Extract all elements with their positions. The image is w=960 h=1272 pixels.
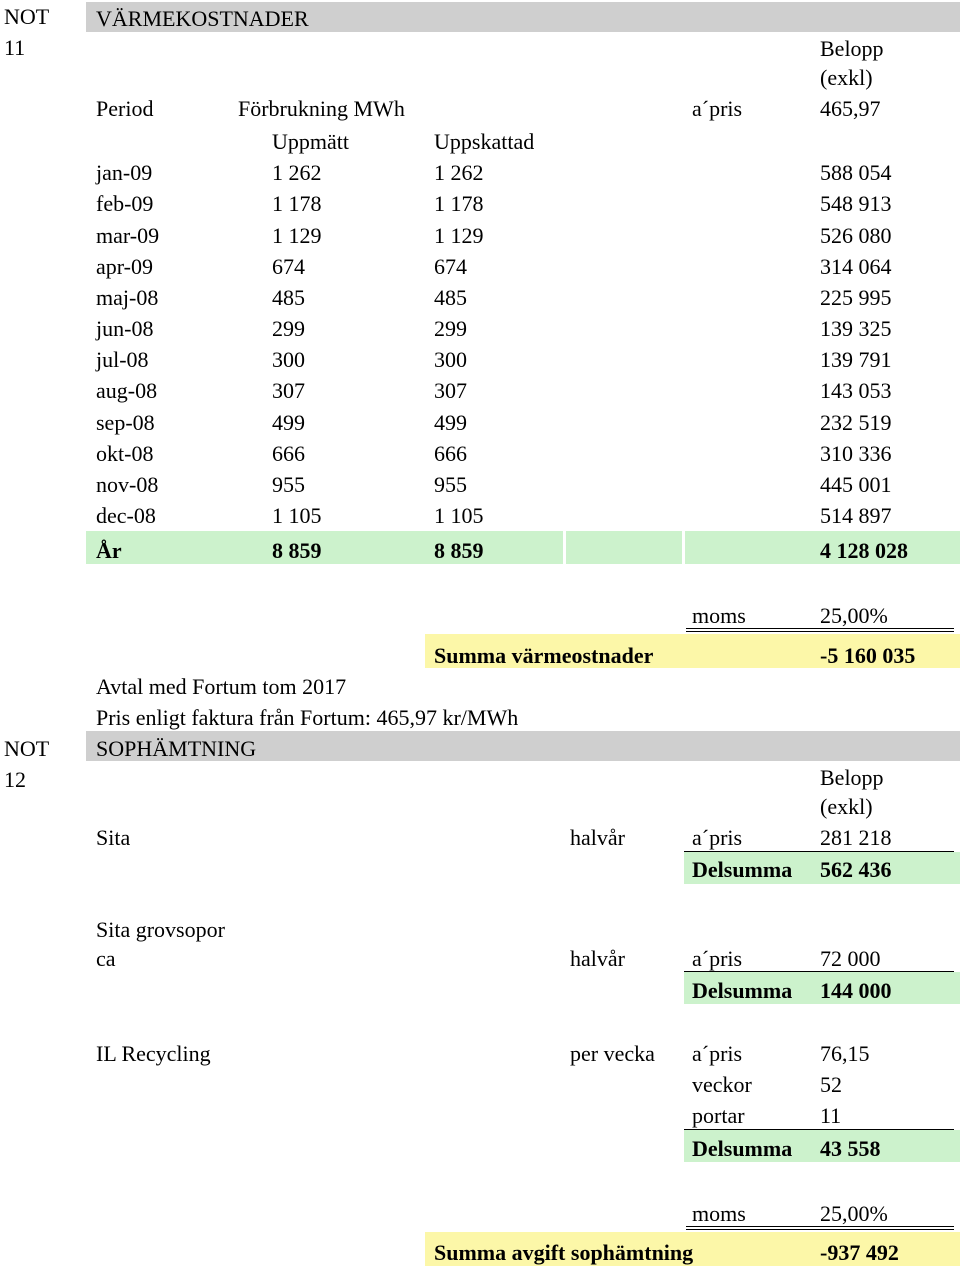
row-belopp: 526 080 bbox=[820, 223, 892, 248]
row-belopp: 139 791 bbox=[820, 347, 892, 372]
not11-belopp-header: Belopp bbox=[820, 36, 884, 61]
summa-sophamtning-label: Summa avgift sophämtning bbox=[434, 1240, 694, 1265]
row-belopp: 139 325 bbox=[820, 316, 892, 341]
ilrecycling-delsumma-label: Delsumma bbox=[692, 1136, 793, 1161]
grovsopor-period: halvår bbox=[570, 946, 625, 971]
grovsopor-delsumma-label: Delsumma bbox=[692, 978, 793, 1003]
row-uppmatt: 666 bbox=[272, 441, 305, 466]
moms-double-underline bbox=[686, 628, 954, 632]
row-period: apr-09 bbox=[96, 254, 153, 279]
forbrukning-header: Förbrukning MWh bbox=[238, 96, 405, 121]
grovsopor-delsumma-value: 144 000 bbox=[820, 978, 892, 1003]
total-row-divider bbox=[563, 531, 566, 564]
row-belopp: 314 064 bbox=[820, 254, 892, 279]
veckor-label: veckor bbox=[692, 1072, 752, 1097]
total-label: År bbox=[96, 538, 122, 563]
row-period: jul-08 bbox=[96, 347, 149, 372]
row-period: sep-08 bbox=[96, 410, 155, 435]
not11-title: VÄRMEKOSTNADER bbox=[96, 6, 309, 31]
row-period: dec-08 bbox=[96, 503, 156, 528]
apris-value: 465,97 bbox=[820, 96, 881, 121]
row-period: maj-08 bbox=[96, 285, 159, 310]
avtal-note: Avtal med Fortum tom 2017 bbox=[96, 674, 347, 699]
total-belopp: 4 128 028 bbox=[820, 538, 908, 563]
portar-label: portar bbox=[692, 1103, 745, 1128]
row-period: nov-08 bbox=[96, 472, 159, 497]
row-uppmatt: 485 bbox=[272, 285, 305, 310]
row-belopp: 143 053 bbox=[820, 378, 892, 403]
row-uppmatt: 955 bbox=[272, 472, 305, 497]
veckor-value: 52 bbox=[820, 1072, 842, 1097]
row-uppmatt: 1 129 bbox=[272, 223, 322, 248]
not11-label: NOT bbox=[4, 4, 50, 29]
not12-number: 12 bbox=[4, 767, 26, 792]
row-uppskattad: 674 bbox=[434, 254, 467, 279]
row-period: jun-08 bbox=[96, 316, 154, 341]
row-uppmatt: 1 178 bbox=[272, 191, 322, 216]
row-belopp: 514 897 bbox=[820, 503, 892, 528]
not11-exkl-header: (exkl) bbox=[820, 65, 873, 90]
row-uppskattad: 666 bbox=[434, 441, 467, 466]
row-uppskattad: 1 178 bbox=[434, 191, 484, 216]
grovsopor-name: Sita grovsopor bbox=[96, 917, 225, 942]
row-uppskattad: 307 bbox=[434, 378, 467, 403]
uppmatt-header: Uppmätt bbox=[272, 129, 349, 154]
row-belopp: 232 519 bbox=[820, 410, 892, 435]
portar-value: 11 bbox=[820, 1103, 842, 1128]
row-uppmatt: 1 262 bbox=[272, 160, 322, 185]
row-period: aug-08 bbox=[96, 378, 158, 403]
not12-moms-label: moms bbox=[692, 1201, 746, 1226]
summa-sophamtning-value: -937 492 bbox=[820, 1240, 899, 1265]
sita-apris-value: 281 218 bbox=[820, 825, 892, 850]
row-uppskattad: 1 105 bbox=[434, 503, 484, 528]
moms-value: 25,00% bbox=[820, 603, 888, 628]
sita-apris-label: a´pris bbox=[692, 825, 743, 850]
ilrecycling-apris-label: a´pris bbox=[692, 1041, 743, 1066]
grovsopor-ca: ca bbox=[96, 946, 116, 971]
row-uppmatt: 307 bbox=[272, 378, 305, 403]
row-uppmatt: 300 bbox=[272, 347, 305, 372]
sita-delsumma-value: 562 436 bbox=[820, 857, 892, 882]
row-belopp: 445 001 bbox=[820, 472, 892, 497]
row-period: okt-08 bbox=[96, 441, 154, 466]
ilrecycling-delsumma-line bbox=[684, 1129, 954, 1130]
ilrecycling-apris-value: 76,15 bbox=[820, 1041, 870, 1066]
row-period: jan-09 bbox=[96, 160, 153, 185]
row-period: mar-09 bbox=[96, 223, 160, 248]
summa-varme-label: Summa värmeostnader bbox=[434, 643, 654, 668]
row-uppskattad: 1 262 bbox=[434, 160, 484, 185]
ilrecycling-period: per vecka bbox=[570, 1041, 655, 1066]
grovsopor-apris-label: a´pris bbox=[692, 946, 743, 971]
ilrecycling-name: IL Recycling bbox=[96, 1041, 211, 1066]
period-header: Period bbox=[96, 96, 154, 121]
row-belopp: 548 913 bbox=[820, 191, 892, 216]
row-uppskattad: 300 bbox=[434, 347, 467, 372]
sita-delsumma-label: Delsumma bbox=[692, 857, 793, 882]
row-period: feb-09 bbox=[96, 191, 154, 216]
row-uppmatt: 674 bbox=[272, 254, 305, 279]
row-uppskattad: 955 bbox=[434, 472, 467, 497]
pris-note: Pris enligt faktura från Fortum: 465,97 kr/MWh bbox=[96, 705, 519, 730]
not12-label: NOT bbox=[4, 736, 50, 761]
row-uppmatt: 1 105 bbox=[272, 503, 322, 528]
row-belopp: 225 995 bbox=[820, 285, 892, 310]
ilrecycling-delsumma-value: 43 558 bbox=[820, 1136, 881, 1161]
row-belopp: 588 054 bbox=[820, 160, 892, 185]
row-uppmatt: 499 bbox=[272, 410, 305, 435]
total-uppmatt: 8 859 bbox=[272, 538, 322, 563]
row-belopp: 310 336 bbox=[820, 441, 892, 466]
moms-label: moms bbox=[692, 603, 746, 628]
total-uppskattad: 8 859 bbox=[434, 538, 484, 563]
row-uppskattad: 499 bbox=[434, 410, 467, 435]
row-uppmatt: 299 bbox=[272, 316, 305, 341]
not12-exkl-header: (exkl) bbox=[820, 794, 873, 819]
sita-period: halvår bbox=[570, 825, 625, 850]
grovsopor-apris-value: 72 000 bbox=[820, 946, 881, 971]
not11-number: 11 bbox=[4, 35, 26, 60]
sita-name: Sita bbox=[96, 825, 131, 850]
row-uppskattad: 1 129 bbox=[434, 223, 484, 248]
not12-belopp-header: Belopp bbox=[820, 765, 884, 790]
apris-header: a´pris bbox=[692, 96, 743, 121]
summa-varme-value: -5 160 035 bbox=[820, 643, 916, 668]
not12-moms-double-underline bbox=[686, 1226, 954, 1230]
grovsopor-delsumma-line bbox=[684, 971, 954, 972]
row-uppskattad: 299 bbox=[434, 316, 467, 341]
total-row-divider bbox=[682, 531, 685, 564]
uppskattad-header: Uppskattad bbox=[434, 129, 535, 154]
sita-delsumma-line bbox=[684, 851, 954, 852]
row-uppskattad: 485 bbox=[434, 285, 467, 310]
not12-moms-value: 25,00% bbox=[820, 1201, 888, 1226]
not12-title: SOPHÄMTNING bbox=[96, 736, 257, 761]
